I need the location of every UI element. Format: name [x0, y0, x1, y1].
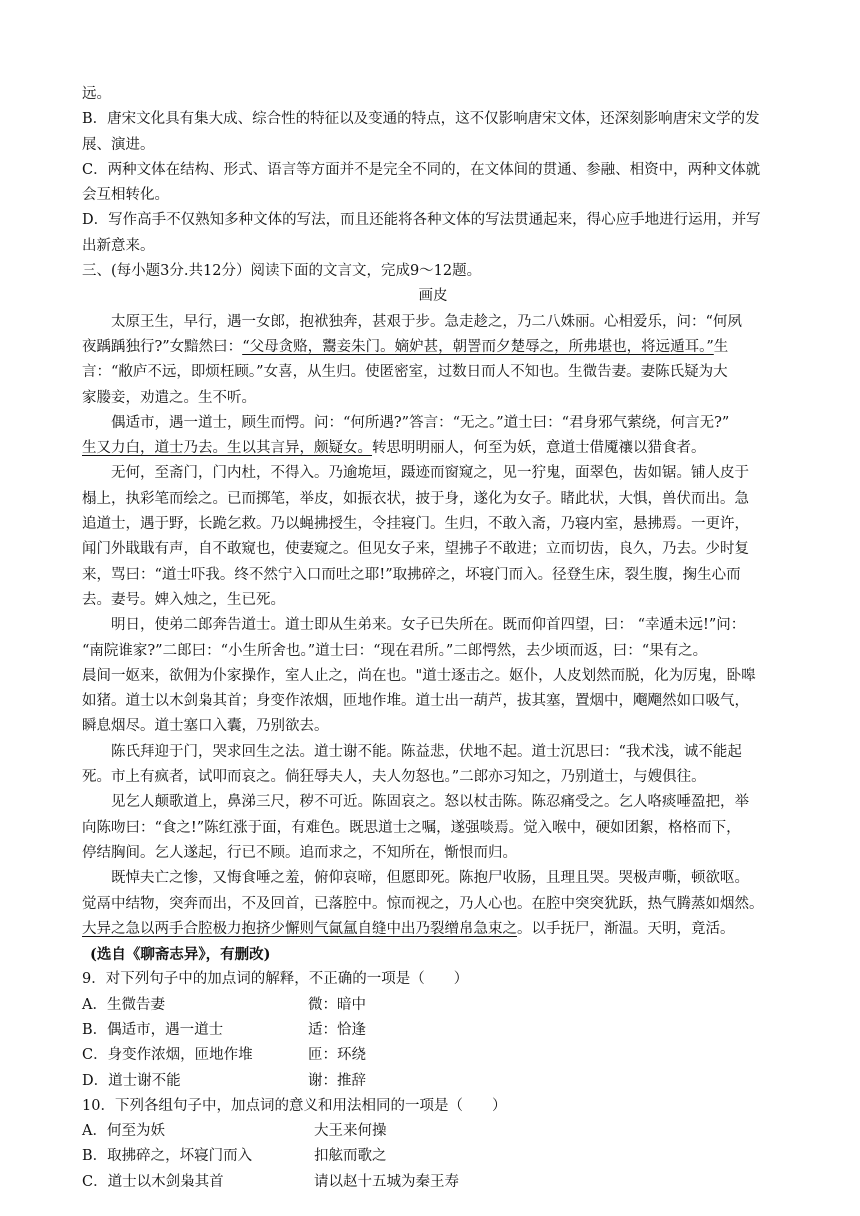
line-text: 见乞人颠歌道上，鼻涕三尺，秽不可近。陈固哀之。怒以杖击陈。陈忍痛受之。乞人咯痰唾盈把，举 — [111, 794, 749, 811]
option-sentence: C．身变作浓烟，匝地作堆 — [82, 1047, 253, 1064]
option-explanation: 谢：推辞 — [308, 1072, 366, 1089]
text-line — [82, 588, 784, 613]
option-sentence: C．道士以木剑枭其首 — [82, 1173, 224, 1190]
line-text: 死。市上有疯者，试叩而哀之。倘狂辱夫人，夫人勿怒也。”二郎亦习知之，乃别道士，与嫂俱往。 — [82, 769, 706, 786]
line-text: 觉鬲中结物，突奔而出，不及回首，已落腔中。惊而视之，乃人心也。在腔中突突犹跃，热气腾蒸如烟然。 — [82, 895, 764, 912]
text-line — [82, 487, 784, 512]
line-text: 瞬息烟尽。道士塞口入囊，乃别欲去。 — [82, 718, 329, 735]
answer-option — [82, 1170, 784, 1195]
line-text: B．唐宋文化具有集大成、综合性的特征以及变通的特点，这不仅影响唐宋文体，还深刻影响唐宋文学的发 — [82, 111, 760, 128]
document-body — [82, 82, 784, 1195]
line-text: (选自《聊斋志异》，有删改) — [90, 946, 271, 964]
answer-option — [82, 993, 784, 1018]
text-line — [82, 158, 784, 183]
option-sentence: B．取拂碎之，坏寝门而入 — [82, 1148, 253, 1165]
option-explanation: 大王来何操 — [314, 1123, 387, 1140]
line-text: 出新意来。 — [82, 237, 155, 254]
line-text: 停结胸间。乞人遂起，行已不顾。追而求之，不知所在，惭恨而归。 — [82, 844, 517, 861]
underlined-sentence: “父母贪赂，鬻妾朱门。嫡妒甚，朝詈而夕楚辱之，所弗堪也，将远遁耳。” — [242, 338, 714, 355]
option-explanation: 扣舷而歌之 — [314, 1148, 387, 1165]
line-text: 展、演进。 — [82, 136, 155, 153]
text-line — [82, 689, 784, 714]
text-line — [82, 765, 784, 790]
text-line — [82, 133, 784, 158]
text-line — [82, 360, 784, 385]
line-text: 榻上，执彩笔而绘之。已而掷笔，举皮，如振衣状，披于身，遂化为女子。睹此状，大惧，兽伏而出。急 — [82, 490, 749, 507]
line-text: 偶适市，遇一道士，顾生而愕。问：“何所遇?”答言：“无之。”道士曰：“君身邪气萦绕，何言无?” — [111, 414, 730, 431]
line-text-tail: 生 — [713, 338, 729, 355]
line-text: 明日，使弟二郎奔告道士。道士即从生弟来。女子已失所在。既而仰首四望，曰： “幸遁未远!”问： — [111, 617, 746, 634]
answer-option — [82, 1069, 784, 1094]
line-text: 三、(每小题3分.共12分）阅读下面的文言文，完成9～12题。 — [82, 263, 482, 280]
option-sentence: A．生微告妻 — [82, 996, 165, 1013]
underlined-sentence: 大异之急以两手合腔极力抱挤少懈则气氤氲自缝中出乃裂缯帛急束之 — [82, 920, 517, 937]
option-sentence: B．偶适市，遇一道士 — [82, 1021, 224, 1038]
text-line — [82, 208, 784, 233]
line-text: 言：“敝庐不远，即烦枉顾。”女喜，从生归。使匿密室，过数日而人不知也。生微告妻。妻陈氏疑为大 — [82, 364, 728, 381]
line-text: 向陈吻曰：“食之!”陈红涨于面，有难色。既思道士之嘱，遂强啖焉。觉入喉中，硬如团絮，格格而下， — [82, 819, 741, 836]
answer-option — [82, 1119, 784, 1144]
text-line — [82, 892, 784, 917]
line-text-tail: 转思明明丽人，何至为妖，意道士借魇禳以猎食者。 — [372, 440, 706, 457]
text-line — [82, 259, 784, 284]
line-text: 晨间一妪来，欲佣为仆家操作，室人止之，尚在也。"道士逐击之。妪仆，人皮划然而脱，化为厉鬼，卧嗥 — [82, 667, 756, 684]
text-line — [82, 183, 784, 208]
text-line — [82, 816, 784, 841]
line-text: 去。妻号。婢入烛之，生已死。 — [82, 591, 285, 608]
text-line — [82, 537, 784, 562]
text-line — [82, 512, 784, 537]
passage-source — [82, 942, 784, 967]
text-line — [82, 714, 784, 739]
line-text: 无何，至斋门，门内杜，不得入。乃逾垝垣，蹑迹而窗窥之，见一狞鬼，面翠色，齿如锯。铺人皮于 — [111, 465, 749, 482]
line-text: C．两种文体在结构、形式、语言等方面并不是完全不同的，在文体间的贯通、参融、相资中，两种文体就 — [82, 161, 761, 178]
question-10-title: 10．下列各组句子中，加点词的意义和用法相同的一项是（ ） — [82, 1097, 507, 1114]
option-explanation: 匝：环绕 — [308, 1047, 366, 1064]
line-text: 陈氏拜迎于门，哭求回生之法。道士谢不能。陈益悲，伏地不起。道士沉思曰：“我术浅，诚不能起 — [111, 743, 742, 760]
line-text: 来，骂曰：“道士吓我。终不然宁入口而吐之耶!”取拂碎之，坏寝门而入。径登生床，裂生腹，掬生心而 — [82, 566, 741, 583]
option-explanation: 请以赵十五城为秦王寿 — [314, 1173, 459, 1190]
text-line — [82, 664, 784, 689]
text-line — [82, 386, 784, 411]
text-line — [82, 639, 784, 664]
underlined-sentence: 生又力白，道士乃去。生以其言异，颇疑女。 — [82, 440, 372, 457]
option-sentence: A．何至为妖 — [82, 1123, 165, 1140]
answer-option — [82, 1144, 784, 1169]
line-text: 9．对下列句子中的加点词的解释，不正确的一项是（ ） — [82, 971, 469, 988]
text-line — [82, 866, 784, 891]
line-text: 远。 — [82, 86, 111, 102]
text-line — [82, 740, 784, 765]
line-text: 画皮 — [418, 288, 448, 305]
text-line — [82, 411, 784, 436]
text-line — [82, 107, 784, 132]
text-line — [82, 917, 784, 942]
option-explanation: 微：暗中 — [308, 996, 366, 1013]
text-line — [82, 841, 784, 866]
line-text: 夜踽踽独行?”女黯然曰： — [82, 338, 243, 355]
answer-option — [82, 1043, 784, 1068]
option-explanation: 适：恰逢 — [308, 1021, 366, 1038]
passage-title — [82, 284, 784, 309]
answer-option — [82, 1018, 784, 1043]
text-line — [82, 310, 784, 335]
line-text: 太原王生，早行，遇一女郎，抱袱独奔，甚艰于步。急走趁之，乃二八姝丽。心相爱乐，问：“何夙 — [111, 313, 742, 330]
text-line — [82, 335, 784, 360]
text-line — [82, 790, 784, 815]
line-text: D．写作高手不仅熟知多种文体的写法，而且还能将各种文体的写法贯通起来，得心应手地进行运用，并写 — [82, 212, 761, 229]
line-text: 追道士，遇于野，长跪乞救。乃以蝇拂授生，令挂寝门。生归，不敢入斋，乃寝内室，悬拂焉。一更许， — [82, 516, 749, 533]
line-text: 如猪。道士以木剑枭其首；身变作浓烟，匝地作堆。道士出一葫芦，拔其塞，置烟中，飗飗然如口吸气， — [82, 693, 749, 710]
line-text: 闻门外戢戢有声，自不敢窥也，使妻窥之。但见女子来，望拂子不敢进；立而切齿，良久，乃去。少时复 — [82, 541, 749, 558]
line-text: “南院谁家?”二郎曰：“小生所舍也。”道士曰：“现在君所。”二郎愕然，去少顷而返，曰：“果有之。 — [82, 642, 708, 659]
text-line — [82, 436, 784, 461]
text-line — [82, 461, 784, 486]
line-text: 既悼夫亡之惨，又悔食唾之羞，俯仰哀啼，但愿即死。陈抱尸收肠，且理且哭。哭极声嘶，顿欲呕。 — [111, 870, 749, 887]
text-line — [82, 82, 784, 107]
text-line — [82, 563, 784, 588]
line-text: 家媵妾，劝遣之。生不听。 — [82, 389, 256, 406]
text-line — [82, 234, 784, 259]
text-line — [82, 967, 784, 992]
option-sentence: D．道士谢不能 — [82, 1072, 181, 1089]
line-text: 会互相转化。 — [82, 187, 169, 204]
text-line — [82, 613, 784, 638]
line-text-tail: 。以手抚尸，渐温。天明，竟活。 — [517, 920, 735, 937]
